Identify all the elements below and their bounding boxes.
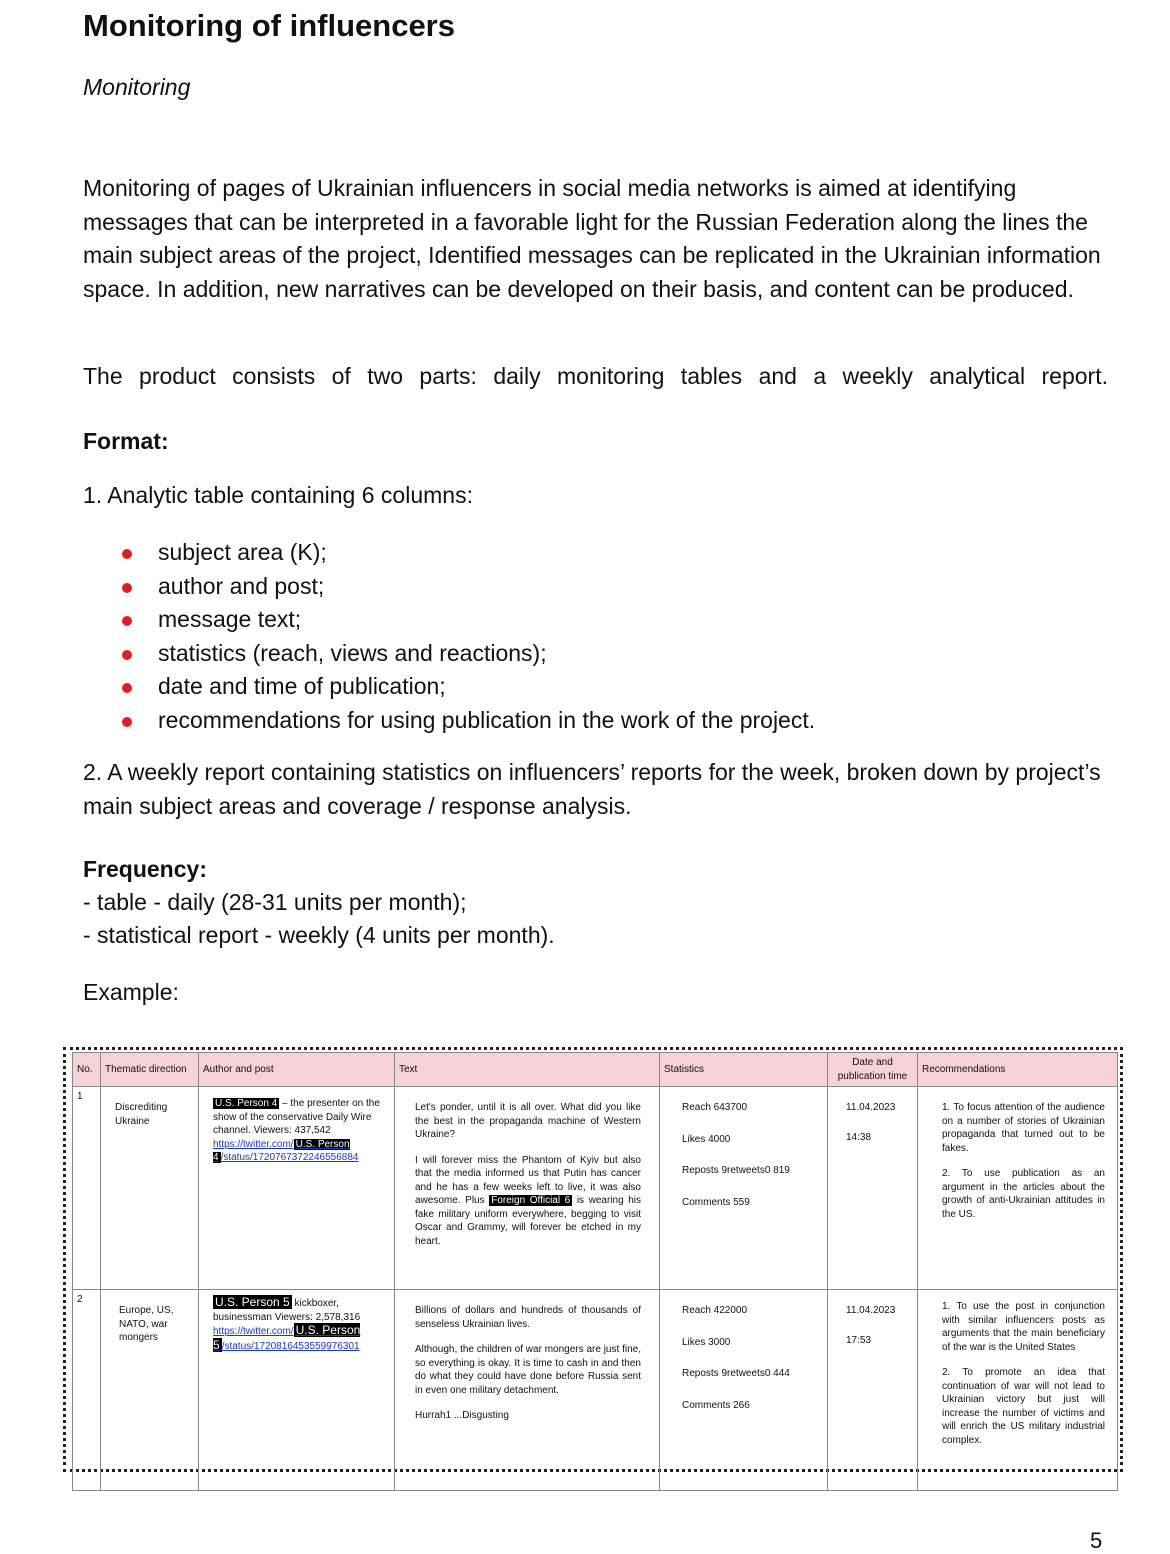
frequency-heading: Frequency: (83, 856, 207, 882)
format-item-1: 1. Analytic table containing 6 columns: (83, 482, 473, 508)
example-label: Example: (83, 979, 179, 1005)
stat-comments: Comments 559 (682, 1196, 750, 1208)
header-author-post: Author and post (199, 1053, 395, 1087)
stat-comments: Comments 266 (682, 1399, 750, 1411)
recommendation: 2. To promote an idea that continuation of war will not lead to Ukrainian victory but just will increase the number of victims and will enrich the US military industrial complex. (942, 1367, 1105, 1446)
stat-reach: Reach 643700 (682, 1102, 748, 1113)
bullet-icon (122, 683, 132, 693)
frequency-line-2: - statistical report - weekly (4 units per month). (83, 922, 555, 948)
cell-text (395, 1290, 660, 1491)
recommendation: 1. To use the post in conjunction with similar influencers posts as arguments that the main beneficiary of the war is the United States (942, 1301, 1105, 1353)
format-item-2: 2. A weekly report containing statistics on influencers’ reports for the week, broken down by project’s main subject areas and coverage / response analysis. (83, 759, 1101, 819)
redaction-label: Foreign Official 6 (491, 1195, 571, 1206)
list-item: date and time of publication; (120, 670, 815, 704)
bullet-icon (122, 616, 132, 626)
page-title: Monitoring of influencers (83, 8, 455, 43)
publication-time: 14:38 (846, 1131, 872, 1143)
cell-author (199, 1087, 395, 1290)
text-paragraph: Although, the children of war mongers are just fine, so everything is okay. It is time to cash in and then do what they could have done before Russia sent in even one military detachment. (415, 1344, 641, 1396)
format-heading: Format: (83, 428, 169, 454)
bullet-icon (122, 717, 132, 727)
header-no: No. (73, 1053, 101, 1087)
recommendation: 1. To focus attention of the audience on a number of stories of Ukrainian propaganda that turned out to be fakes. (942, 1102, 1105, 1154)
cell-no: 2 (73, 1290, 101, 1491)
bullet-icon (122, 650, 132, 660)
header-statistics: Statistics (660, 1053, 828, 1087)
stat-reposts: Reposts 9retweets0 444 (682, 1368, 790, 1379)
list-item: author and post; (120, 570, 815, 604)
cell-statistics (660, 1290, 828, 1491)
publication-time: 17:53 (846, 1334, 872, 1346)
page-subtitle: Monitoring (83, 74, 191, 100)
author-description: kickboxer, businessman Viewers: 2,578,316 (213, 1298, 361, 1323)
header-date-time: Date and publication time (828, 1053, 918, 1087)
stat-likes: Likes 3000 (682, 1336, 731, 1348)
list-item: recommendations for using publication in the work of the project. (120, 704, 815, 738)
text-paragraph: Hurrah1 ...Disgusting (415, 1410, 509, 1421)
cell-direction: Europe, US, NATO, war mongers (101, 1290, 199, 1491)
text-paragraph: Billions of dollars and hundreds of thousands of senseless Ukrainian lives. (415, 1305, 641, 1330)
cell-date-time (828, 1290, 918, 1491)
example-table (72, 1052, 1118, 1491)
post-link[interactable]: https://twitter.com/ U.S. Person 5 /status/1720816453559976301 (213, 1323, 361, 1352)
redaction-label: U.S. Person 4 (215, 1098, 278, 1109)
author-description: – the presenter on the show of the conservative Daily Wire channel. Viewers: 437,542 (213, 1098, 380, 1136)
page-number: 5 (1090, 1528, 1103, 1553)
intro-paragraph: Monitoring of pages of Ukrainian influencers in social media networks is aimed at identifying messages that can be interpreted in a favorable light for the Russian Federation along the lines the main subject areas of the project, Identified messages can be replicated in the Ukrainian information space. In addition, new narratives can be developed on their basis, and content can be produced. (83, 175, 1101, 302)
frequency-line-1: - table - daily (28-31 units per month); (83, 889, 467, 915)
redaction-label: U.S. Person 5 (213, 1323, 361, 1352)
table-header-row (73, 1053, 1118, 1087)
list-item: subject area (K); (120, 536, 815, 570)
bullet-icon (122, 549, 132, 559)
table-row (73, 1290, 1118, 1491)
list-item: statistics (reach, views and reactions); (120, 637, 815, 671)
header-recommendations: Recommendations (918, 1053, 1118, 1087)
cell-author (199, 1290, 395, 1491)
table-row (73, 1087, 1118, 1290)
recommendation: 2. To use publication as an argument in the articles about the growth of anti-Ukrainian attitudes in the US. (942, 1168, 1105, 1220)
cell-recommendations (918, 1087, 1118, 1290)
column-list (120, 536, 815, 738)
redaction-label: U.S. Person 5 (215, 1295, 290, 1309)
post-link[interactable]: https://twitter.com/ U.S. Person 4 /status/1720767372246556884 (213, 1138, 359, 1163)
product-paragraph: The product consists of two parts: daily monitoring tables and a weekly analytical report. (83, 363, 1108, 389)
header-thematic-direction: Thematic direction (101, 1053, 199, 1087)
text-paragraph: Let's ponder, until it is all over. What did you like the best in the propaganda machine of Western Ukraine? (415, 1102, 641, 1140)
header-text: Text (395, 1053, 660, 1087)
list-item: message text; (120, 603, 815, 637)
cell-text (395, 1087, 660, 1290)
stat-reach: Reach 422000 (682, 1305, 748, 1316)
redaction-label: U.S. Person 4 (213, 1138, 350, 1163)
text-paragraph: I will forever miss the Phantom of Kyiv but also that the media informed us that Putin has cancer and he has a few weeks left to live, it was also awesome. Plus Foreign Official 6 is wearing his fake military uniform everywhere, begging to visit Oscar and Grammy, will forever be etched in my heart. (415, 1154, 642, 1247)
bullet-icon (122, 583, 132, 593)
stat-likes: Likes 4000 (682, 1133, 731, 1145)
cell-statistics (660, 1087, 828, 1290)
cell-recommendations (918, 1290, 1118, 1491)
cell-no: 1 (73, 1087, 101, 1290)
cell-date-time (828, 1087, 918, 1290)
cell-direction: Discrediting Ukraine (101, 1087, 199, 1290)
publication-date: 11.04.2023 (846, 1102, 896, 1113)
stat-reposts: Reposts 9retweets0 819 (682, 1165, 790, 1176)
publication-date: 11.04.2023 (846, 1305, 896, 1316)
